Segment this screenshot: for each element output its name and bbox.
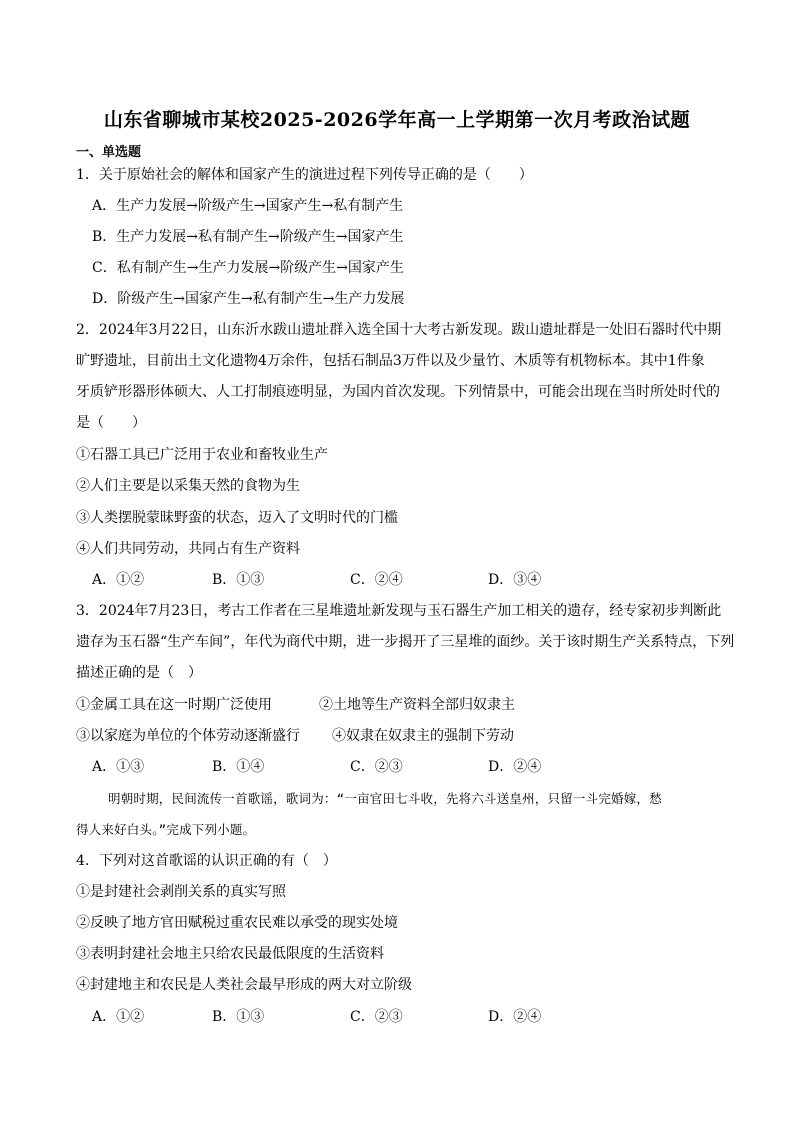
question-4-choice-d: D．②④: [488, 1009, 542, 1025]
question-4-item-1: ①是封建社会剥削关系的真实写照: [76, 884, 286, 900]
question-2-choice-b: B．①③: [212, 572, 265, 588]
question-3-stem-line: 遗存为玉石器“生产车间”，年代为商代中期，进一步揭开了三星堆的面纱。关于该时期生产关系特点，下列: [76, 634, 735, 650]
question-4-item-3: ③表明封建社会地主只给农民最低限度的生活资料: [76, 946, 384, 962]
question-4-stem: 4．下列对这首歌谣的认识正确的有（ ）: [76, 853, 337, 869]
question-2-choice-c: C．②④: [350, 572, 403, 588]
question-3-item-2: ②土地等生产资料全部归奴隶主: [319, 697, 515, 713]
question-4-choice-c: C．②③: [350, 1009, 403, 1025]
question-2-choice-a: A．①②: [92, 572, 145, 588]
question-3-choice-d: D．②④: [488, 759, 542, 775]
question-2-item-3: ③人类摆脱蒙昧野蛮的状态，迈入了文明时代的门槛: [76, 510, 398, 526]
question-2-stem-line: 旷野遗址，目前出土文化遗物4万余件，包括石制品3万件以及少量竹、木质等有机物标本。其中1件象: [76, 353, 705, 369]
question-2-choice-d: D．③④: [488, 572, 542, 588]
question-1-option-a: A．生产力发展→阶级产生→国家产生→私有制产生: [92, 198, 404, 214]
question-3-item-4: ④奴隶在奴隶主的强制下劳动: [332, 728, 514, 744]
question-4-item-2: ②反映了地方官田赋税过重农民难以承受的现实处境: [76, 915, 398, 931]
question-4-choice-b: B．①③: [212, 1009, 265, 1025]
question-2-item-1: ①石器工具已广泛用于农业和畜牧业生产: [76, 447, 328, 463]
question-1-stem: 1．关于原始社会的解体和国家产生的演进过程下列传导正确的是（ ）: [76, 167, 533, 183]
material-line: 得人来好白头。”完成下列小题。: [76, 822, 256, 837]
section-heading: 一、单选题: [76, 145, 142, 160]
question-1-option-d: D．阶级产生→国家产生→私有制产生→生产力发展: [92, 291, 405, 307]
question-3-item-3: ③以家庭为单位的个体劳动逐渐盛行: [76, 728, 300, 744]
question-2-item-2: ②人们主要是以采集天然的食物为生: [76, 478, 300, 494]
question-3-stem-line: 描述正确的是（ ）: [76, 665, 202, 681]
question-1-option-b: B．生产力发展→私有制产生→阶级产生→国家产生: [92, 229, 404, 245]
question-4-item-4: ④封建地主和农民是人类社会最早形成的两大对立阶级: [76, 977, 412, 993]
question-3-choice-c: C．②③: [350, 759, 403, 775]
question-2-item-4: ④人们共同劳动，共同占有生产资料: [76, 541, 300, 557]
question-4-choice-a: A．①②: [92, 1009, 145, 1025]
question-3-choice-a: A．①③: [92, 759, 145, 775]
question-1-option-c: C．私有制产生→生产力发展→阶级产生→国家产生: [92, 260, 404, 276]
question-2-stem-line: 2．2024年3月22日，山东沂水跋山遗址群入选全国十大考古新发现。跋山遗址群是一处旧石器时代中期: [76, 322, 722, 338]
question-3-choice-b: B．①④: [212, 759, 265, 775]
material-line: 明朝时期，民间流传一首歌谣，歌词为：“一亩官田七斗收，先将六斗送皇州，只留一斗完婚嫁，愁: [108, 791, 662, 806]
question-2-stem-line: 牙质铲形器形体硕大、人工打制痕迹明显，为国内首次发现。下列情景中，可能会出现在当时所处时代的: [76, 384, 720, 400]
page-title: 山东省聊城市某校2025-2026学年高一上学期第一次月考政治试题: [103, 109, 691, 131]
question-2-stem-line: 是（ ）: [76, 415, 146, 431]
question-3-item-1: ①金属工具在这一时期广泛使用: [76, 697, 272, 713]
question-3-stem-line: 3．2024年7月23日，考古工作者在三星堆遗址新发现与玉石器生产加工相关的遗存，经专家初步判断此: [76, 603, 722, 619]
